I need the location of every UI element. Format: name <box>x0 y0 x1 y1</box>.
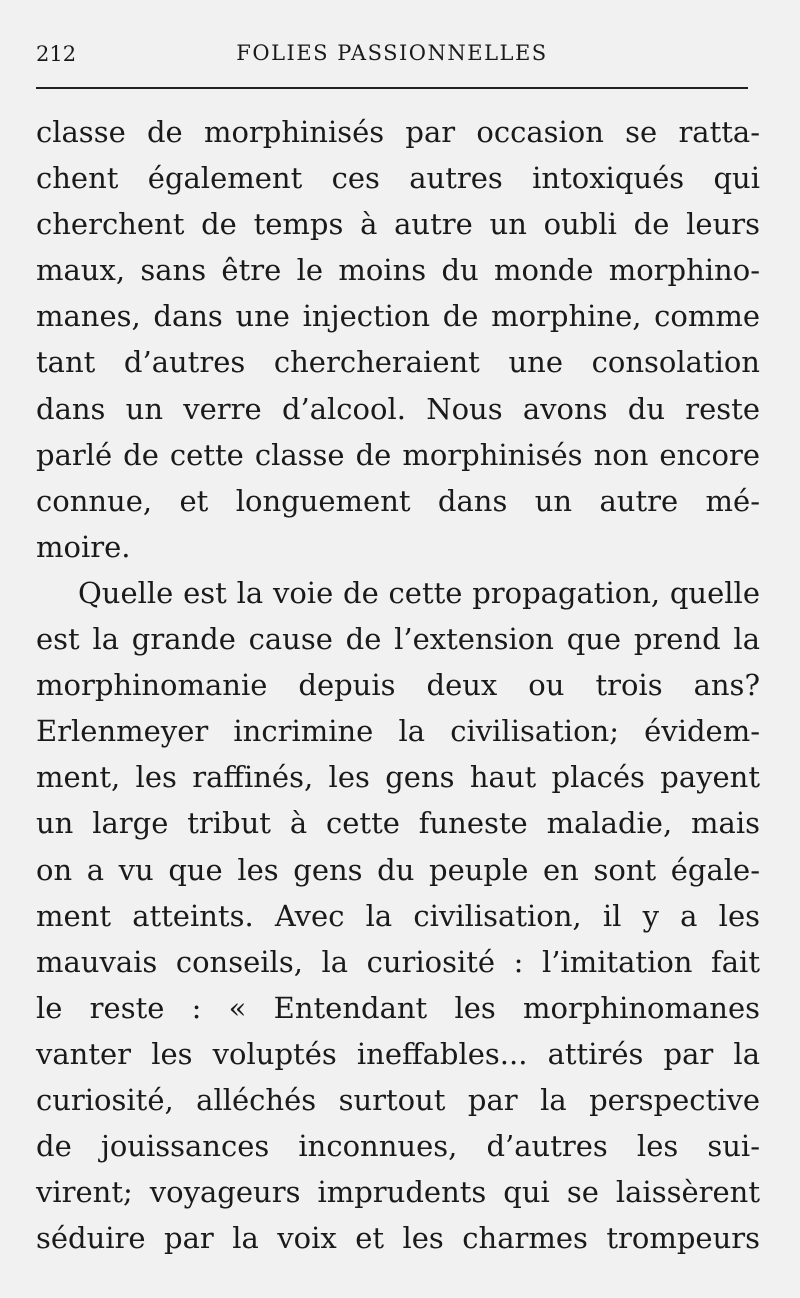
running-head: FOLIES PASSIONNELLES <box>236 41 548 65</box>
text-line: classe de morphinisés par occasion se ratta- <box>36 115 760 149</box>
text-line: Erlenmeyer incrimine la civilisation; évidem- <box>36 714 760 749</box>
text-line: vanter les voluptés ineffables... attirés par la <box>36 1036 760 1071</box>
page-header <box>36 36 748 76</box>
text-line: mauvais conseils, la curiosité : l’imitation fait <box>36 944 760 979</box>
text-line: tant d’autres chercheraient une consolation <box>36 345 760 380</box>
text-line: manes, dans une injection de morphine, comme <box>36 299 760 334</box>
text-line: de jouissances inconnues, d’autres les sui- <box>36 1129 760 1164</box>
text-line: moire. <box>36 529 131 564</box>
body-text <box>36 109 760 1261</box>
text-line: chent également ces autres intoxiqués qui <box>36 161 760 196</box>
text-line: dans un verre d’alcool. Nous avons du reste <box>36 391 760 426</box>
text-line: morphinomanie depuis deux ou trois ans? <box>36 668 760 703</box>
text-line: est la grande cause de l’extension que prend la <box>36 622 760 657</box>
text-line: connue, et longuement dans un autre mé- <box>36 483 760 518</box>
page-number: 212 <box>36 42 77 66</box>
paragraph-first-line: Quelle est la voie de cette propagation, quelle <box>78 575 760 610</box>
text-line: maux, sans être le moins du monde morphino- <box>36 253 760 288</box>
text-line: séduire par la voix et les charmes trompeurs <box>36 1221 760 1256</box>
text-line: on a vu que les gens du peuple en sont égale- <box>36 852 760 887</box>
text-line: virent; voyageurs imprudents qui se laissèrent <box>36 1175 760 1210</box>
text-line: curiosité, alléchés surtout par la perspective <box>36 1082 760 1117</box>
text-line: ment, les raffinés, les gens haut placés payent <box>36 760 760 795</box>
text-line: un large tribut à cette funeste maladie, mais <box>36 806 760 841</box>
text-line: le reste : « Entendant les morphinomanes <box>36 990 760 1025</box>
text-line: parlé de cette classe de morphinisés non encore <box>36 437 760 472</box>
text-line: cherchent de temps à autre un oubli de leurs <box>36 207 760 242</box>
header-rule <box>36 87 748 89</box>
text-line: ment atteints. Avec la civilisation, il y a les <box>36 898 760 933</box>
